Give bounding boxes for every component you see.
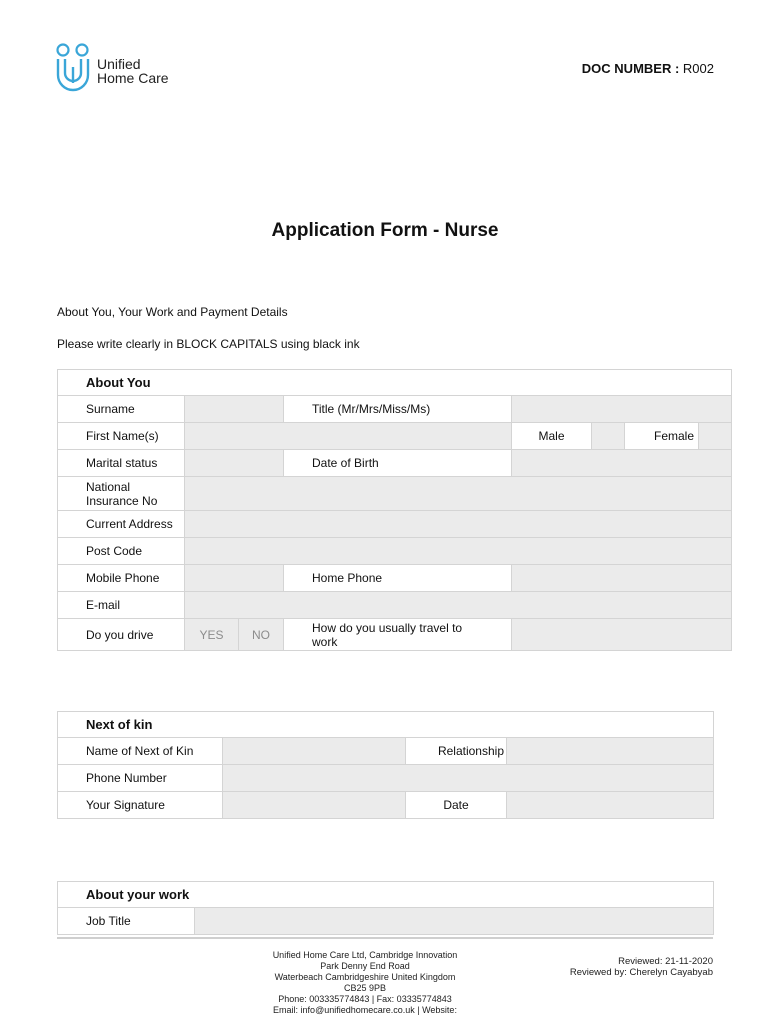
home-phone-label: Home Phone: [284, 565, 512, 592]
surname-label: Surname: [58, 396, 185, 423]
travel-label-line2: work: [312, 634, 338, 649]
title-label: Title (Mr/Mrs/Miss/Ms): [284, 396, 512, 423]
travel-field[interactable]: [512, 619, 732, 651]
current-address-label: Current Address: [58, 511, 185, 538]
job-title-field[interactable]: [195, 908, 714, 935]
email-label: E-mail: [58, 592, 185, 619]
about-work-table: [57, 881, 714, 935]
current-address-field[interactable]: [185, 511, 732, 538]
mobile-phone-label: Mobile Phone: [58, 565, 185, 592]
email-field[interactable]: [185, 592, 732, 619]
logo-line1: Unified: [97, 56, 141, 72]
reviewed-by: Reviewed by: Cherelyn Cayabyab: [569, 967, 713, 978]
female-checkbox[interactable]: [699, 423, 732, 450]
drive-yes-option[interactable]: YES: [185, 619, 239, 651]
title-field[interactable]: [512, 396, 732, 423]
ni-label-line2: Insurance No: [86, 493, 158, 508]
intro-line1: About You, Your Work and Payment Details: [57, 305, 288, 319]
company-logo: [55, 43, 195, 95]
next-of-kin-heading: Next of kin: [58, 712, 714, 738]
marital-status-field[interactable]: [185, 450, 284, 477]
surname-field[interactable]: [185, 396, 284, 423]
doc-number: [582, 61, 714, 76]
date-field[interactable]: [507, 792, 714, 819]
male-checkbox[interactable]: [592, 423, 625, 450]
footer-line3: Waterbeach Cambridgeshire United Kingdom: [274, 972, 456, 982]
travel-label: [284, 619, 512, 651]
footer-divider: [57, 937, 713, 939]
job-title-label: Job Title: [58, 908, 195, 935]
signature-field[interactable]: [223, 792, 406, 819]
logo-mark-icon: [55, 43, 95, 95]
intro-line2: Please write clearly in BLOCK CAPITALS using black ink: [57, 337, 360, 351]
drive-no-option[interactable]: NO: [239, 619, 284, 651]
female-label: Female: [625, 423, 699, 450]
first-names-label: First Name(s): [58, 423, 185, 450]
kin-phone-label: Phone Number: [58, 765, 223, 792]
male-label: Male: [512, 423, 592, 450]
travel-label-line1: How do you usually travel to: [312, 620, 463, 635]
first-names-field[interactable]: [185, 423, 512, 450]
relationship-label: Relationship: [406, 738, 507, 765]
ni-label: [58, 477, 185, 511]
mobile-phone-field[interactable]: [185, 565, 284, 592]
footer-address: [230, 950, 500, 1016]
signature-label: Your Signature: [58, 792, 223, 819]
date-label: Date: [406, 792, 507, 819]
kin-phone-field[interactable]: [223, 765, 714, 792]
kin-name-field[interactable]: [223, 738, 406, 765]
footer-line5: Phone: 003335774843 | Fax: 03335774843: [278, 994, 452, 1004]
about-you-table: [57, 369, 732, 651]
ni-field[interactable]: [185, 477, 732, 511]
about-work-heading: About your work: [58, 882, 714, 908]
dob-label: Date of Birth: [284, 450, 512, 477]
page-title: Application Form - Nurse: [271, 220, 499, 241]
doc-number-label: DOC NUMBER :: [581, 61, 680, 76]
marital-status-label: Marital status: [58, 450, 185, 477]
post-code-field[interactable]: [185, 538, 732, 565]
drive-label: Do you drive: [58, 619, 185, 651]
post-code-label: Post Code: [58, 538, 185, 565]
footer-line1: Unified Home Care Ltd, Cambridge Innovation: [272, 950, 458, 960]
footer-line4: CB25 9PB: [343, 983, 387, 993]
dob-field[interactable]: [512, 450, 732, 477]
next-of-kin-table: [57, 711, 714, 819]
footer-line6: Email: info@unifiedhomecare.co.uk | Website:: [273, 1005, 457, 1015]
footer-line2: Park Denny End Road: [320, 961, 410, 971]
relationship-field[interactable]: [507, 738, 714, 765]
logo-line2: Home Care: [97, 70, 169, 86]
ni-label-line1: National: [86, 479, 131, 494]
kin-name-label: Name of Next of Kin: [58, 738, 223, 765]
about-you-heading: About You: [58, 370, 732, 396]
doc-number-value: R002: [682, 61, 714, 76]
footer-review: [570, 956, 713, 978]
home-phone-field[interactable]: [512, 565, 732, 592]
reviewed-date: Reviewed: 21-11-2020: [618, 956, 713, 967]
